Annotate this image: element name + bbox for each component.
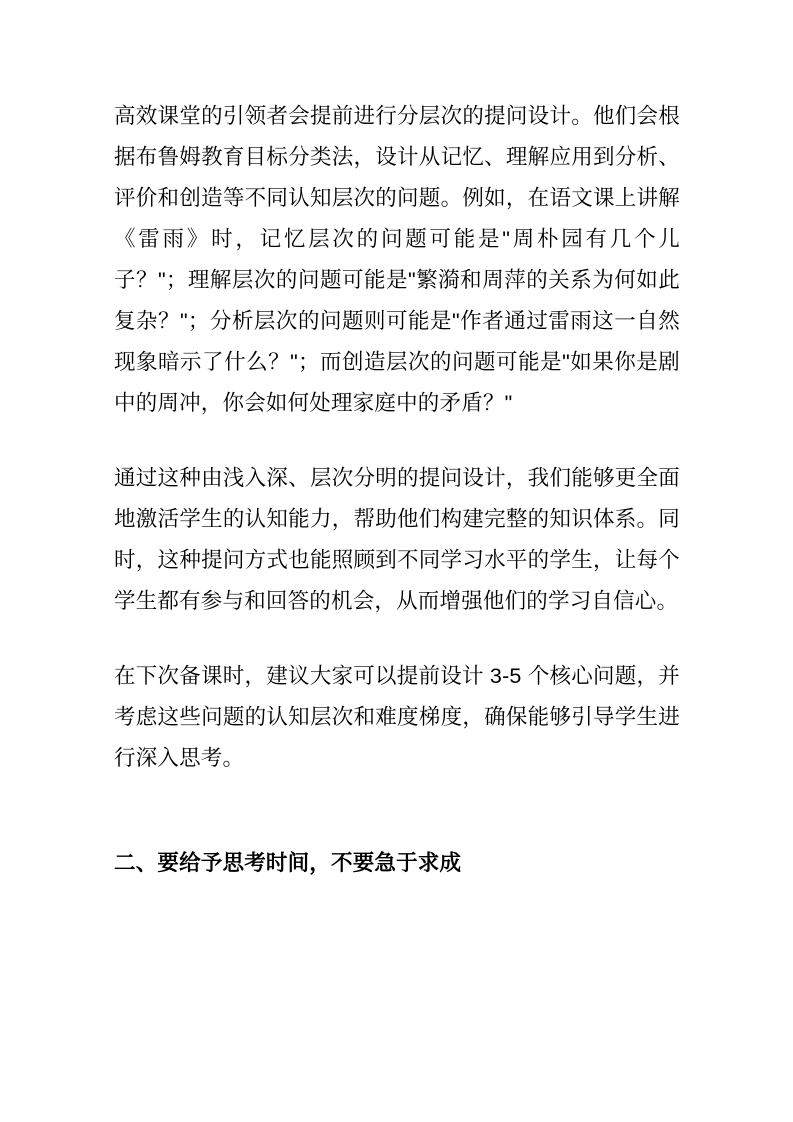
document-body bbox=[114, 96, 680, 884]
paragraph-benefits-of-design: 通过这种由浅入深、层次分明的提问设计，我们能够更全面地激活学生的认知能力，帮助他们构建完整的知识体系。同时，这种提问方式也能照顾到不同学习水平的学生，让每个学生都有参与和回答的机会，从而增强他们的学习自信心。 bbox=[114, 466, 680, 613]
section-heading-thinking-time: 二、要给予思考时间，不要急于求成 bbox=[114, 851, 462, 875]
paragraph-lesson-prep-advice: 在下次备课时，建议大家可以提前设计 3-5 个核心问题，并考虑这些问题的认知层次和难度梯度，确保能够引导学生进行深入思考。 bbox=[114, 664, 680, 770]
section-spacer bbox=[114, 813, 680, 843]
paragraph-layered-questioning-design: 高效课堂的引领者会提前进行分层次的提问设计。他们会根据布鲁姆教育目标分类法，设计从记忆、理解应用到分析、评价和创造等不同认知层次的问题。例如，在语文课上讲解《雷雨》时，记忆层次的问题可能是"周朴园有几个儿子？"；理解层次的问题可能是"繁漪和周萍的关系为何如此复杂？"；分析层次的问题则可能是"作者通过雷雨这一自然现象暗示了什么？"；而创造层次的问题可能是"如果你是剧中的周冲，你会如何处理家庭中的矛盾？" bbox=[114, 104, 680, 415]
